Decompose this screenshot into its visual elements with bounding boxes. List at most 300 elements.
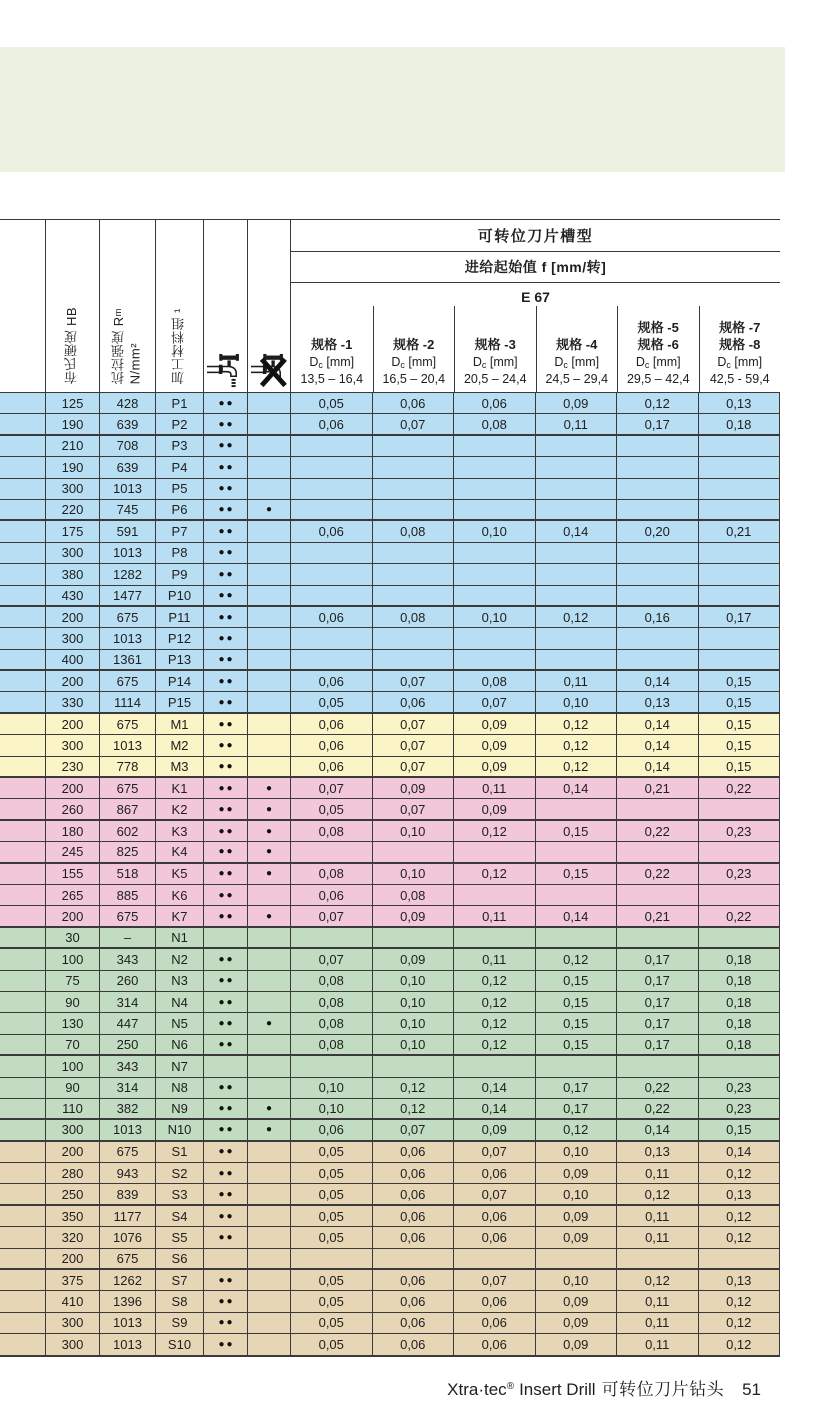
feed-value-cell (536, 564, 618, 584)
feed-value-cell: 0,12 (454, 971, 536, 991)
tensile-cell: – (100, 928, 156, 947)
coolant-dry-cell (248, 607, 291, 627)
feed-value-cell (291, 543, 373, 563)
feed-value-cell (373, 586, 455, 605)
material-group-cell: N3 (156, 971, 204, 991)
hardness-cell: 90 (46, 1078, 100, 1098)
material-color-cell (0, 650, 46, 669)
tensile-cell: 1114 (100, 692, 156, 711)
feed-start-title: 进给起始值 f [mm/转] (291, 252, 780, 283)
tensile-cell: 708 (100, 436, 156, 456)
material-group-cell: P14 (156, 671, 204, 691)
feed-value-cell (291, 479, 373, 499)
tensile-cell: 1477 (100, 586, 156, 605)
feed-value-cell: 0,22 (617, 821, 699, 841)
material-row-K5 (0, 864, 780, 885)
feed-value-cell: 0,15 (699, 671, 781, 691)
material-row-P13 (0, 650, 780, 671)
feed-value-cell: 0,07 (454, 1270, 536, 1290)
feed-value-cell: 0,05 (291, 1291, 373, 1311)
tensile-cell: 447 (100, 1013, 156, 1033)
coolant-dry-cell (248, 628, 291, 648)
spec-column-header (699, 306, 781, 392)
material-row-P12 (0, 628, 780, 649)
material-color-cell (0, 393, 46, 413)
feed-value-cell: 0,10 (454, 607, 536, 627)
material-group-cell: K1 (156, 778, 204, 798)
feed-value-cell (699, 1056, 781, 1076)
material-row-S4 (0, 1206, 780, 1227)
feed-value-cell: 0,06 (454, 1163, 536, 1183)
feed-value-cell: 0,06 (373, 1142, 455, 1162)
spec-size-labels: 规格 -5 规格 -6 (637, 319, 679, 353)
material-color-cell (0, 436, 46, 456)
spec-size-labels: 规格 -7 规格 -8 (719, 319, 761, 353)
feed-value-cell: 0,05 (291, 1334, 373, 1354)
feed-value-cell (617, 650, 699, 669)
feed-value-cell: 0,09 (454, 735, 536, 755)
hardness-cell: 175 (46, 521, 100, 541)
feed-value-cell: 0,17 (536, 1078, 618, 1098)
material-row-P7 (0, 521, 780, 542)
tensile-cell: 675 (100, 671, 156, 691)
feed-value-cell (699, 479, 781, 499)
material-row-N4 (0, 992, 780, 1013)
tensile-cell: 675 (100, 1142, 156, 1162)
hardness-cell: 70 (46, 1035, 100, 1054)
coolant-wet-cell: ●● (204, 992, 248, 1012)
feed-value-cell: 0,11 (617, 1291, 699, 1311)
feed-value-cell (454, 842, 536, 861)
tensile-cell: 675 (100, 1249, 156, 1268)
coolant-dry-cell (248, 1313, 291, 1333)
feed-value-cell: 0,11 (617, 1227, 699, 1247)
feed-value-cell: 0,10 (291, 1099, 373, 1118)
feed-value-cell: 0,21 (699, 521, 781, 541)
dc-range: 29,5 – 42,4 (626, 372, 690, 387)
tensile-cell: 745 (100, 500, 156, 519)
coolant-wet-cell: ●● (204, 1013, 248, 1033)
feed-value-cell: 0,14 (617, 671, 699, 691)
hardness-cell: 375 (46, 1270, 100, 1290)
hardness-cell: 125 (46, 393, 100, 413)
spec-size-labels: 规格 -2 (393, 337, 435, 353)
coolant-dry-cell (248, 436, 291, 456)
coolant-dry-cell: ● (248, 1099, 291, 1118)
spec-size-labels: 规格 -3 (474, 337, 516, 353)
material-row-K7 (0, 906, 780, 927)
hardness-cell: 190 (46, 414, 100, 433)
tensile-cell: 428 (100, 393, 156, 413)
feed-value-cell: 0,23 (699, 1099, 781, 1118)
coolant-dry-cell (248, 971, 291, 991)
feed-value-cell: 0,05 (291, 692, 373, 711)
coolant-dry-cell (248, 1035, 291, 1054)
material-group-cell: P15 (156, 692, 204, 711)
coolant-dry-cell (248, 1334, 291, 1354)
feed-value-cell: 0,17 (699, 607, 781, 627)
tensile-cell: 343 (100, 1056, 156, 1076)
feed-value-cell: 0,06 (373, 1270, 455, 1290)
coolant-dry-cell (248, 650, 291, 669)
feed-value-cell: 0,13 (617, 692, 699, 711)
material-row-S2 (0, 1163, 780, 1184)
feed-value-cell: 0,15 (699, 714, 781, 734)
material-color-cell (0, 500, 46, 519)
material-row-S5 (0, 1227, 780, 1248)
material-row-P14 (0, 671, 780, 692)
feed-value-cell: 0,06 (454, 1291, 536, 1311)
coolant-dry-cell: ● (248, 778, 291, 798)
material-group-cell: P13 (156, 650, 204, 669)
registered-mark: ® (506, 1381, 515, 1392)
tensile-cell: 314 (100, 1078, 156, 1098)
hardness-cell: 100 (46, 949, 100, 969)
feed-value-cell (454, 543, 536, 563)
feed-value-cell: 0,07 (454, 692, 536, 711)
material-color-cell (0, 1163, 46, 1183)
feed-value-cell: 0,11 (617, 1334, 699, 1354)
hardness-cell: 260 (46, 799, 100, 818)
hardness-cell: 300 (46, 1313, 100, 1333)
material-group-cell: P8 (156, 543, 204, 563)
tensile-column-header (100, 220, 156, 392)
coolant-wet-cell: ●● (204, 821, 248, 841)
feed-value-cell (699, 436, 781, 456)
feed-value-cell: 0,11 (536, 414, 618, 433)
coolant-dry-cell (248, 1206, 291, 1226)
feed-value-cell: 0,05 (291, 393, 373, 413)
hardness-column-header (46, 220, 100, 392)
coolant-dry-cell (248, 885, 291, 905)
feed-value-cell (291, 564, 373, 584)
feed-value-cell: 0,18 (699, 971, 781, 991)
coolant-wet-cell: ●● (204, 457, 248, 477)
feed-value-cell: 0,14 (617, 714, 699, 734)
dc-range: 16,5 – 20,4 (382, 372, 446, 387)
feed-value-cell (291, 928, 373, 947)
feed-value-cell: 0,06 (454, 1313, 536, 1333)
material-group-cell: P2 (156, 414, 204, 433)
material-group-cell: N9 (156, 1099, 204, 1118)
feed-value-cell: 0,12 (536, 949, 618, 969)
feed-value-cell (373, 628, 455, 648)
feed-value-cell: 0,15 (536, 992, 618, 1012)
feed-value-cell: 0,08 (373, 607, 455, 627)
coolant-wet-cell: ●● (204, 1291, 248, 1311)
feed-value-cell: 0,15 (536, 821, 618, 841)
material-row-S3 (0, 1184, 780, 1205)
coolant-wet-cell: ●● (204, 414, 248, 433)
feed-value-cell: 0,15 (699, 1120, 781, 1139)
material-group-cell: P7 (156, 521, 204, 541)
feed-value-cell: 0,14 (536, 521, 618, 541)
material-group-column-header (156, 220, 204, 392)
coolant-dry-cell (248, 543, 291, 563)
feed-value-cell: 0,08 (291, 821, 373, 841)
feed-value-cell (617, 543, 699, 563)
feed-value-cell: 0,17 (617, 414, 699, 433)
material-color-cell (0, 842, 46, 861)
coolant-dry-cell: ● (248, 1013, 291, 1033)
dc-range: 24,5 – 29,4 (545, 372, 609, 387)
coolant-tap-icon (207, 346, 244, 389)
material-row-P10 (0, 586, 780, 607)
feed-value-cell: 0,21 (617, 778, 699, 798)
material-color-cell (0, 864, 46, 884)
coolant-wet-cell: ●● (204, 1099, 248, 1118)
feed-value-cell: 0,11 (536, 671, 618, 691)
hardness-cell: 200 (46, 1142, 100, 1162)
feed-value-cell: 0,11 (454, 778, 536, 798)
material-row-K6 (0, 885, 780, 906)
material-group-cell: P12 (156, 628, 204, 648)
feed-value-cell: 0,18 (699, 1035, 781, 1054)
material-group-cell: S4 (156, 1206, 204, 1226)
tensile-cell: 1013 (100, 1120, 156, 1139)
tensile-cell: 1013 (100, 479, 156, 499)
coolant-dry-cell (248, 521, 291, 541)
feed-value-cell (454, 479, 536, 499)
tensile-cell: 675 (100, 778, 156, 798)
feed-value-cell: 0,07 (373, 1120, 455, 1139)
feed-value-cell: 0,08 (373, 885, 455, 905)
tensile-cell: 639 (100, 457, 156, 477)
coolant-wet-cell: ●● (204, 778, 248, 798)
feed-value-cell: 0,06 (373, 1163, 455, 1183)
tensile-cell: 1262 (100, 1270, 156, 1290)
feed-value-cell (699, 885, 781, 905)
coolant-wet-cell: ●● (204, 949, 248, 969)
tensile-cell: 943 (100, 1163, 156, 1183)
material-group-cell: N2 (156, 949, 204, 969)
hardness-cell: 245 (46, 842, 100, 861)
feed-value-cell (699, 543, 781, 563)
spec-column-header (454, 306, 536, 392)
feed-value-cell: 0,14 (454, 1078, 536, 1098)
hardness-cell: 300 (46, 735, 100, 755)
feed-value-cell: 0,22 (699, 906, 781, 925)
coolant-wet-cell: ●● (204, 1313, 248, 1333)
feed-value-cell: 0,18 (699, 414, 781, 433)
coolant-dry-cell (248, 1249, 291, 1268)
coolant-wet-cell: ●● (204, 1184, 248, 1203)
coolant-wet-cell: ●● (204, 735, 248, 755)
coolant-dry-cell (248, 1227, 291, 1247)
material-group-cell: S2 (156, 1163, 204, 1183)
material-row-K1 (0, 778, 780, 799)
spec-column-header (536, 306, 618, 392)
feed-value-cell: 0,22 (699, 778, 781, 798)
feed-value-cell (454, 1249, 536, 1268)
feed-value-cell: 0,17 (617, 1035, 699, 1054)
feed-value-cell (373, 457, 455, 477)
hardness-cell: 30 (46, 928, 100, 947)
feed-value-cell (536, 500, 618, 519)
feed-value-cell: 0,21 (617, 906, 699, 925)
product-name-zh: 可转位刀片钻头 (601, 1380, 725, 1399)
material-group-cell: S6 (156, 1249, 204, 1268)
feed-value-cell (699, 842, 781, 861)
feed-value-cell: 0,09 (536, 1163, 618, 1183)
material-group-cell: P3 (156, 436, 204, 456)
feed-value-cell: 0,12 (617, 393, 699, 413)
feed-value-cell: 0,10 (536, 692, 618, 711)
coolant-wet-cell: ●● (204, 906, 248, 925)
material-color-cell (0, 1291, 46, 1311)
feed-value-cell: 0,09 (454, 799, 536, 818)
material-row-P6 (0, 500, 780, 521)
material-color-cell (0, 414, 46, 433)
feed-value-cell: 0,12 (699, 1313, 781, 1333)
material-group-cell: N10 (156, 1120, 204, 1139)
feed-value-cell (291, 500, 373, 519)
coolant-wet-cell (204, 928, 248, 947)
hardness-cell: 200 (46, 1249, 100, 1268)
feed-value-cell (454, 885, 536, 905)
hardness-cell: 300 (46, 1334, 100, 1354)
tensile-cell: 1361 (100, 650, 156, 669)
material-group-cell: P10 (156, 586, 204, 605)
feed-value-cell: 0,11 (617, 1163, 699, 1183)
material-group-cell: K5 (156, 864, 204, 884)
hardness-cell: 155 (46, 864, 100, 884)
top-decoration-block (0, 47, 785, 172)
feed-value-cell: 0,18 (699, 949, 781, 969)
feed-value-cell: 0,06 (291, 735, 373, 755)
feed-value-cell (536, 799, 618, 818)
tensile-cell: 250 (100, 1035, 156, 1054)
material-row-N3 (0, 971, 780, 992)
page-footer (447, 1375, 761, 1400)
hardness-cell: 320 (46, 1227, 100, 1247)
feed-value-cell: 0,07 (454, 1184, 536, 1203)
material-color-cell (0, 1249, 46, 1268)
material-color-cell (0, 1013, 46, 1033)
feed-value-cell: 0,06 (373, 692, 455, 711)
material-row-S8 (0, 1291, 780, 1312)
hardness-cell: 90 (46, 992, 100, 1012)
feed-value-cell: 0,12 (373, 1078, 455, 1098)
feed-value-cell: 0,09 (454, 757, 536, 776)
feed-value-cell: 0,23 (699, 1078, 781, 1098)
feed-value-cell (373, 500, 455, 519)
material-color-cell (0, 543, 46, 563)
feed-value-cell: 0,14 (617, 757, 699, 776)
feed-value-cell: 0,05 (291, 1142, 373, 1162)
feed-value-cell: 0,17 (536, 1099, 618, 1118)
feed-value-cell: 0,06 (291, 885, 373, 905)
feed-value-cell: 0,12 (454, 821, 536, 841)
feed-value-cell: 0,16 (617, 607, 699, 627)
feed-value-cell (699, 500, 781, 519)
dc-range: 42,5 - 59,4 (709, 372, 770, 387)
material-color-cell (0, 607, 46, 627)
material-group-cell: M2 (156, 735, 204, 755)
material-row-K4 (0, 842, 780, 863)
feed-value-cell (454, 457, 536, 477)
feed-value-cell (291, 586, 373, 605)
tensile-cell: 1396 (100, 1291, 156, 1311)
material-color-cell (0, 799, 46, 818)
feed-value-cell: 0,20 (617, 521, 699, 541)
feed-value-cell: 0,06 (291, 757, 373, 776)
coolant-dry-cell: ● (248, 500, 291, 519)
feed-value-cell: 0,08 (291, 992, 373, 1012)
feed-value-cell (291, 1249, 373, 1268)
feed-value-cell (536, 436, 618, 456)
feed-value-cell: 0,12 (454, 992, 536, 1012)
feed-value-cell: 0,12 (699, 1163, 781, 1183)
hardness-cell: 265 (46, 885, 100, 905)
feed-value-cell: 0,08 (454, 414, 536, 433)
feed-value-cell: 0,14 (617, 1120, 699, 1139)
coolant-dry-cell: ● (248, 864, 291, 884)
feed-value-cell: 0,08 (291, 864, 373, 884)
material-row-S7 (0, 1270, 780, 1291)
feed-value-cell (373, 479, 455, 499)
feed-value-cell (373, 564, 455, 584)
tensile-cell: 591 (100, 521, 156, 541)
feed-value-cell: 0,08 (291, 1013, 373, 1033)
feed-value-cell (699, 586, 781, 605)
table-header (0, 219, 780, 393)
coolant-wet-cell: ●● (204, 1334, 248, 1354)
feed-value-cell (373, 436, 455, 456)
feed-value-cell (617, 564, 699, 584)
tensile-cell: 1013 (100, 735, 156, 755)
feed-value-cell: 0,10 (373, 1035, 455, 1054)
coolant-wet-cell: ●● (204, 607, 248, 627)
hardness-cell: 300 (46, 628, 100, 648)
hardness-cell: 200 (46, 671, 100, 691)
dc-label: Dc [mm] (635, 354, 681, 370)
material-color-cell (0, 821, 46, 841)
material-group-cell: P9 (156, 564, 204, 584)
feed-value-cell: 0,07 (373, 414, 455, 433)
coolant-wet-cell: ●● (204, 1120, 248, 1139)
feed-value-cell: 0,09 (536, 1313, 618, 1333)
material-row-S10 (0, 1334, 780, 1355)
feed-value-cell: 0,12 (536, 607, 618, 627)
hardness-cell: 75 (46, 971, 100, 991)
feed-value-cell: 0,17 (617, 971, 699, 991)
feed-value-cell (291, 1056, 373, 1076)
material-row-K2 (0, 799, 780, 820)
material-color-cell (0, 906, 46, 925)
hardness-cell: 200 (46, 778, 100, 798)
material-group-cell: P4 (156, 457, 204, 477)
feed-value-cell: 0,07 (373, 714, 455, 734)
feed-value-cell: 0,14 (617, 735, 699, 755)
material-row-P1 (0, 393, 780, 414)
material-group-cell: S7 (156, 1270, 204, 1290)
material-color-cell (0, 714, 46, 734)
hardness-cell: 300 (46, 543, 100, 563)
coolant-dry-cell (248, 928, 291, 947)
tensile-cell: 639 (100, 414, 156, 433)
feed-value-cell (617, 842, 699, 861)
tensile-cell: 1013 (100, 1313, 156, 1333)
material-color-cell (0, 778, 46, 798)
material-group-cell: P5 (156, 479, 204, 499)
material-group-cell: K2 (156, 799, 204, 818)
feed-value-cell: 0,07 (373, 757, 455, 776)
material-group-cell: M3 (156, 757, 204, 776)
feed-value-cell: 0,08 (454, 671, 536, 691)
feed-value-cell (699, 650, 781, 669)
feed-value-cell: 0,09 (373, 778, 455, 798)
